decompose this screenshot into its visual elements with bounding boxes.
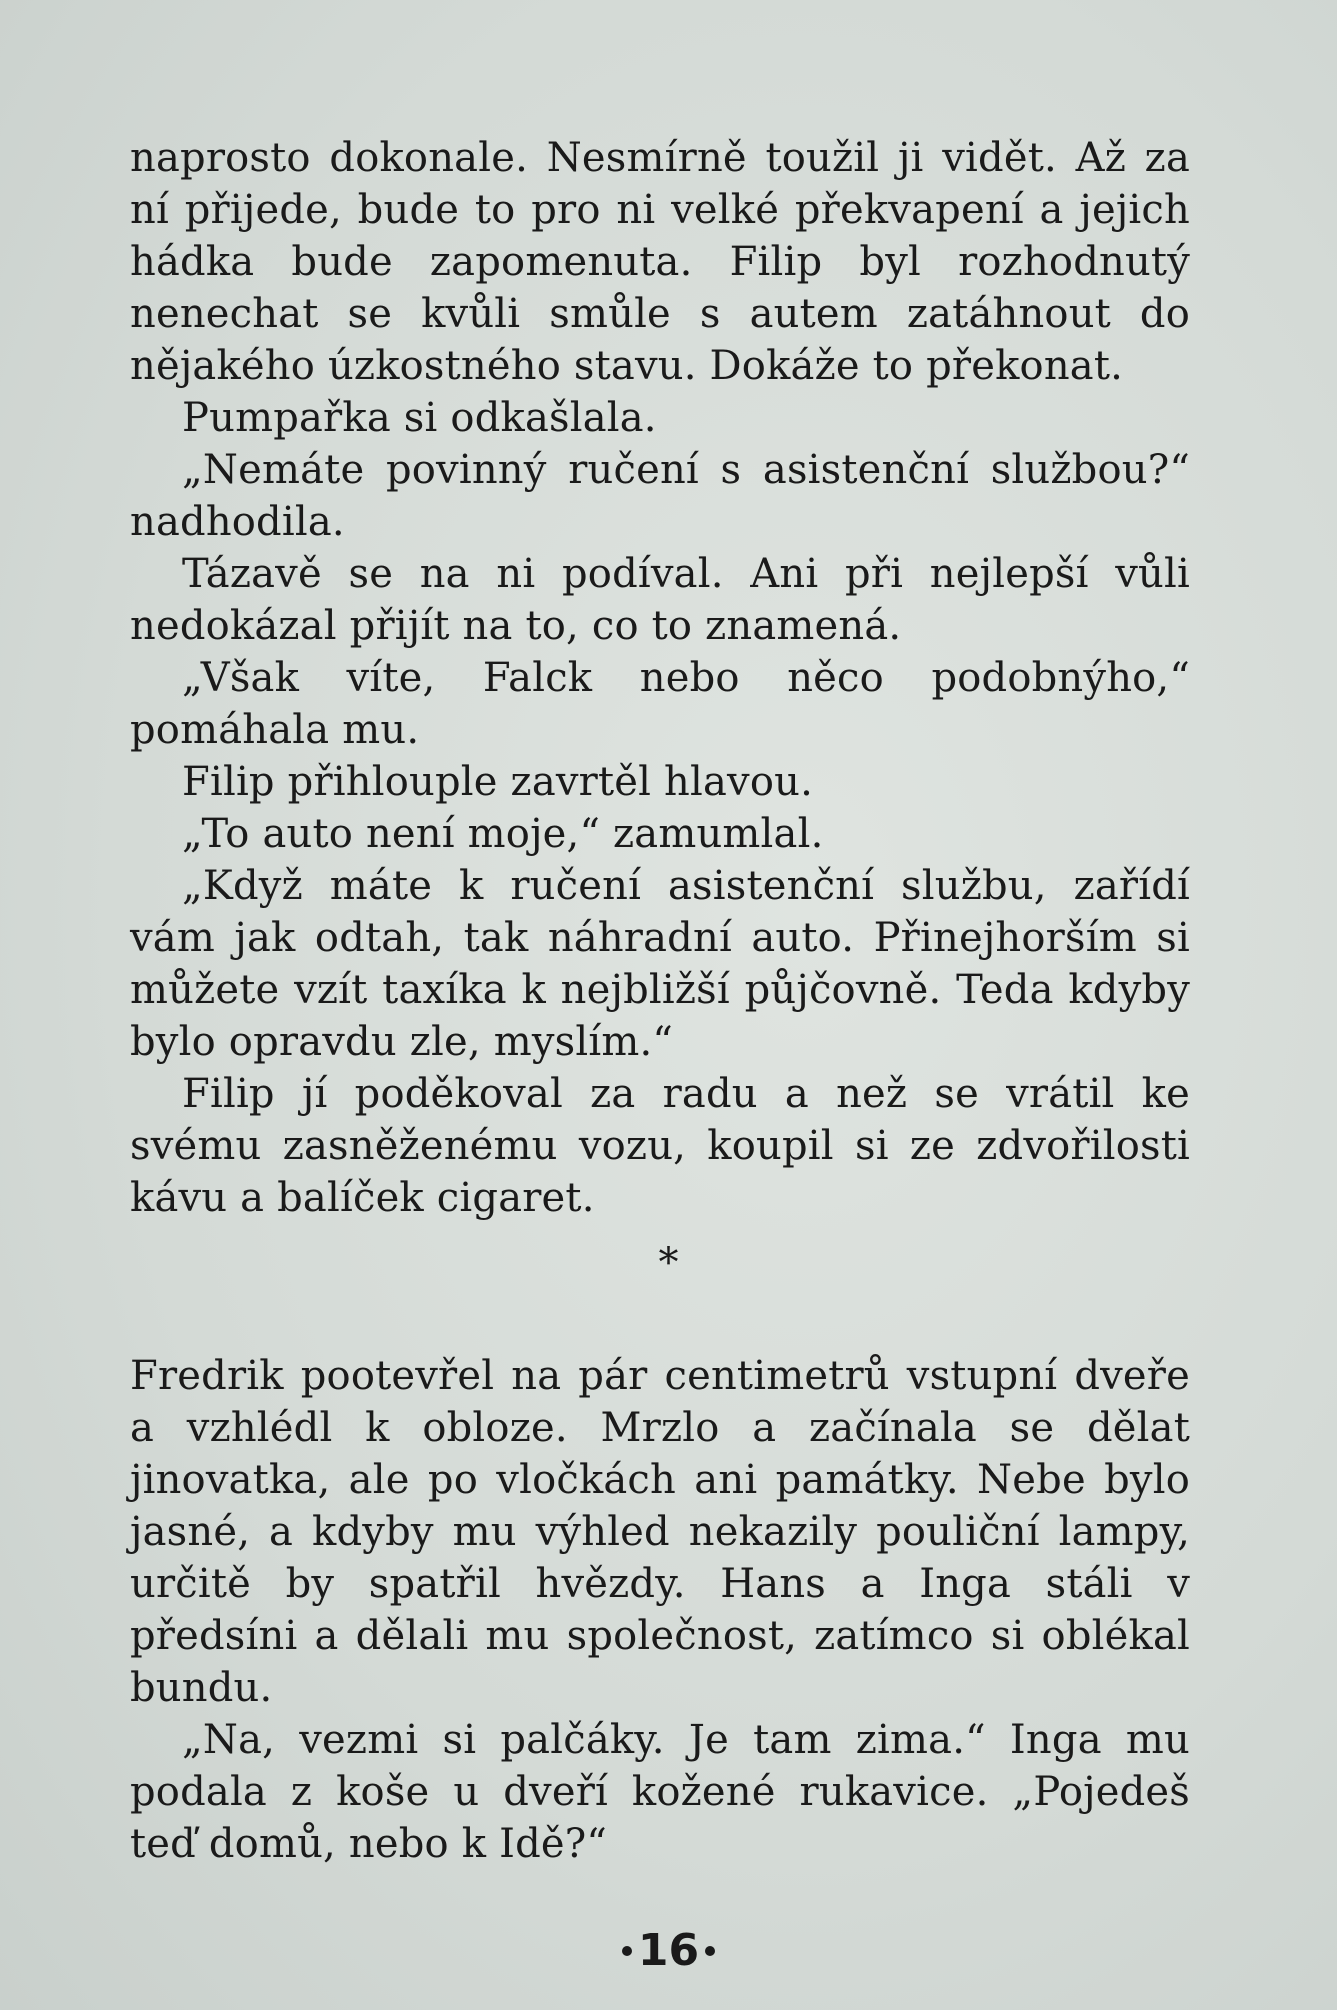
paragraph-4: Tázavě se na ni podíval. Ani při nejlepší vůli nedokázal přijít na to, co to znamená. xyxy=(130,551,1190,649)
paragraph-9: Filip jí poděkoval za radu a než se vrátil ke svému zasněženému vozu, koupil si ze zdvořilosti kávu a balíček cigaret. xyxy=(130,1071,1190,1221)
paragraph-11: „Na, vezmi si palčáky. Je tam zima.“ Inga mu podala z koše u dveří kožené rukavice. „Pojedeš teď domů, nebo k Idě?“ xyxy=(130,1717,1190,1867)
paragraph-7: „To auto není moje,“ zamumlal. xyxy=(182,811,824,857)
text-section-1 xyxy=(130,132,1190,1224)
paragraph-5: „Však víte, Falck nebo něco podobnýho,“ pomáhala mu. xyxy=(130,655,1190,753)
text-section-2 xyxy=(130,1350,1190,1870)
bullet-left-icon xyxy=(622,1946,632,1956)
paragraph-2: Pumpařka si odkašlala. xyxy=(182,395,657,441)
paragraph-3: „Nemáte povinný ručení s asistenční službou?“ nadhodila. xyxy=(130,447,1190,545)
paragraph-8: „Když máte k ručení asistenční službu, zařídí vám jak odtah, tak náhradní auto. Přinejhorším si můžete vzít taxíka k nejbližší půjčovně. Teda kdyby bylo opravdu zle, myslím.“ xyxy=(130,863,1190,1065)
page-number xyxy=(0,1925,1337,1976)
paragraph-1: naprosto dokonale. Nesmírně toužil ji vidět. Až za ní přijede, bude to pro ni velké překvapení a jejich hádka bude zapomenuta. Filip byl rozhodnutý nenechat se kvůli smůle s autem zatáhnout do nějakého úzkostného stavu. Dokáže to překonat. xyxy=(130,135,1190,389)
section-separator: * xyxy=(658,1240,679,1286)
bullet-right-icon xyxy=(705,1946,715,1956)
paragraph-10: Fredrik pootevřel na pár centimetrů vstupní dveře a vzhlédl k obloze. Mrzlo a začínala se dělat jinovatka, ale po vločkách ani památky. Nebe bylo jasné, a kdyby mu výhled nekazily pouliční lampy, určitě by spatřil hvězdy. Hans a Inga stáli v předsíni a dělali mu společnost, zatímco si oblékal bundu. xyxy=(130,1353,1190,1711)
paragraph-6: Filip přihlouple zavrtěl hlavou. xyxy=(182,759,814,805)
page-number-value: 16 xyxy=(637,1925,700,1976)
